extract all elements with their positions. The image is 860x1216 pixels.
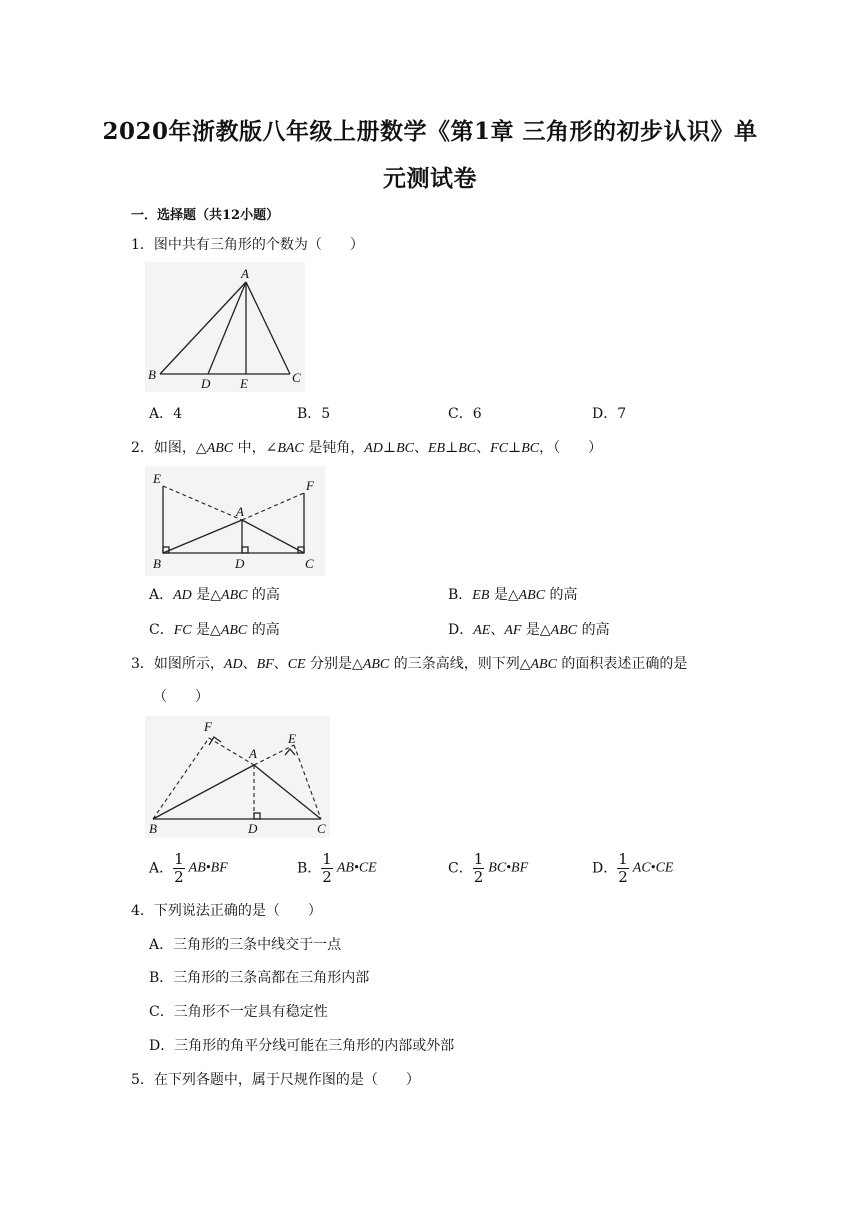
fraction: $\frac{1}{2}$ [174,850,184,886]
question-3-stem: 3．如图所示，AD、BF、CE 分别是△ABC 的三条高线，则下列△ABC 的面积表述正确的是 [131,656,688,672]
question-1-stem: 1．图中共有三角形的个数为（ ） [131,237,364,253]
q3-option-d: D． $\frac{1}{2}$ AC•CE [592,850,674,886]
question-4-stem: 4．下列说法正确的是（ ） [131,903,322,919]
fig3-label-c: C [317,821,326,836]
q1-option-a: A．4 [149,406,183,422]
q2-option-d: D．AE、AF 是△ABC 的高 [448,622,610,638]
q1-option-b: B．5 [297,406,331,422]
fig3-label-b: B [149,821,157,836]
question-3-figure [145,716,330,838]
fig3-label-d: D [248,821,258,836]
fraction: $\frac{1}{2}$ [618,850,628,886]
q4-option-c: C．三角形不一定具有稳定性 [149,1004,328,1020]
fig3-label-f: F [204,719,212,734]
q2-option-c: C．FC 是△ABC 的高 [149,622,280,638]
fig2-label-d: D [235,556,245,571]
document-title-line1: 2020年浙教版八年级上册数学《第1章 三角形的初步认识》单 [102,118,758,145]
q1-option-c: C．6 [448,406,482,422]
question-2-figure [145,466,325,576]
question-1-figure [145,262,305,392]
fig1-label-b: B [148,367,156,382]
fig2-label-b: B [153,556,161,571]
fig1-label-e: E [240,376,248,391]
section-heading: 一．选择题（共12小题） [131,208,280,223]
q3-option-a: A． $\frac{1}{2}$ AB•BF [149,850,228,886]
q4-option-d: D．三角形的角平分线可能在三角形的内部或外部 [149,1038,455,1054]
q2-option-b: B．EB 是△ABC 的高 [448,587,578,603]
document-title-line2: 元测试卷 [383,165,477,192]
fraction: $\frac{1}{2}$ [322,850,332,886]
fig2-label-f: F [306,478,314,493]
fig1-label-c: C [292,370,301,385]
fig1-label-d: D [201,376,211,391]
fig3-label-a: A [249,746,257,761]
fig2-label-c: C [305,556,314,571]
fig3-label-e: E [288,731,296,746]
fraction: $\frac{1}{2}$ [473,850,484,886]
q4-option-b: B．三角形的三条高都在三角形内部 [149,970,370,986]
q3-option-c: C． $\frac{1}{2}$ BC•BF [448,850,529,886]
fig2-label-a: A [236,504,244,519]
fig1-label-a: A [241,266,249,281]
q3-option-b: B． $\frac{1}{2}$ AB•CE [297,850,377,886]
fig2-label-e: E [153,471,161,486]
question-3-stem-line2: （ ） [153,689,209,705]
q2-option-a: A．AD 是△ABC 的高 [149,587,280,603]
question-5-stem: 5．在下列各题中，属于尺规作图的是（ ） [131,1072,420,1088]
q1-option-d: D．7 [592,406,627,422]
question-2-stem: 2．如图，△ABC 中，∠BAC 是钝角，AD⊥BC、EB⊥BC、FC⊥BC，（ ） [131,440,603,456]
q4-option-a: A．三角形的三条中线交于一点 [149,937,342,953]
